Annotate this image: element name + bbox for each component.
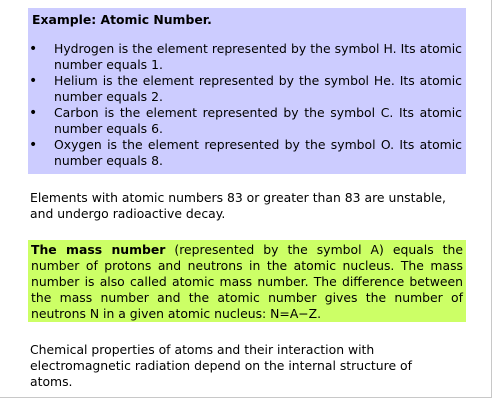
atomic-number-example-box bbox=[28, 8, 466, 174]
example-item-oxygen bbox=[29, 137, 462, 169]
mass-number-box bbox=[28, 240, 466, 322]
example-list bbox=[29, 41, 462, 169]
mass-number-definition: (represented by the symbol A) equals the number of protons and neutrons in the atomic nucleus. The mass number is also called atomic mass number. The difference between the mass number and the atomic number gives the number of neutrons N in a given atomic nucleus: N=A−Z. bbox=[31, 242, 463, 321]
bullet-icon: • bbox=[29, 41, 38, 57]
bullet-icon: • bbox=[29, 73, 38, 89]
mass-number-term: The mass number bbox=[31, 242, 166, 257]
example-item-text: Oxygen is the element represented by the symbol O. Its atomic number equals 8. bbox=[54, 137, 462, 168]
example-item-carbon bbox=[29, 105, 462, 137]
example-item-text: Helium is the element represented by the symbol He. Its atomic number equals 2. bbox=[54, 73, 462, 104]
example-item-hydrogen bbox=[29, 41, 462, 73]
example-title: Example: Atomic Number. bbox=[32, 12, 212, 27]
example-item-text: Hydrogen is the element represented by the symbol H. Its atomic number equals 1. bbox=[54, 41, 462, 72]
example-item-text: Carbon is the element represented by the symbol C. Its atomic number equals 6. bbox=[54, 105, 462, 136]
bullet-icon: • bbox=[29, 105, 38, 121]
chemical-properties-paragraph: Chemical properties of atoms and their interaction with electromagnetic radiation depend on the internal structure of atoms. bbox=[30, 342, 412, 389]
example-item-helium bbox=[29, 73, 462, 105]
stability-note-paragraph: Elements with atomic numbers 83 or greater than 83 are unstable, and undergo radioactive decay. bbox=[30, 190, 446, 221]
bullet-icon: • bbox=[29, 137, 38, 153]
